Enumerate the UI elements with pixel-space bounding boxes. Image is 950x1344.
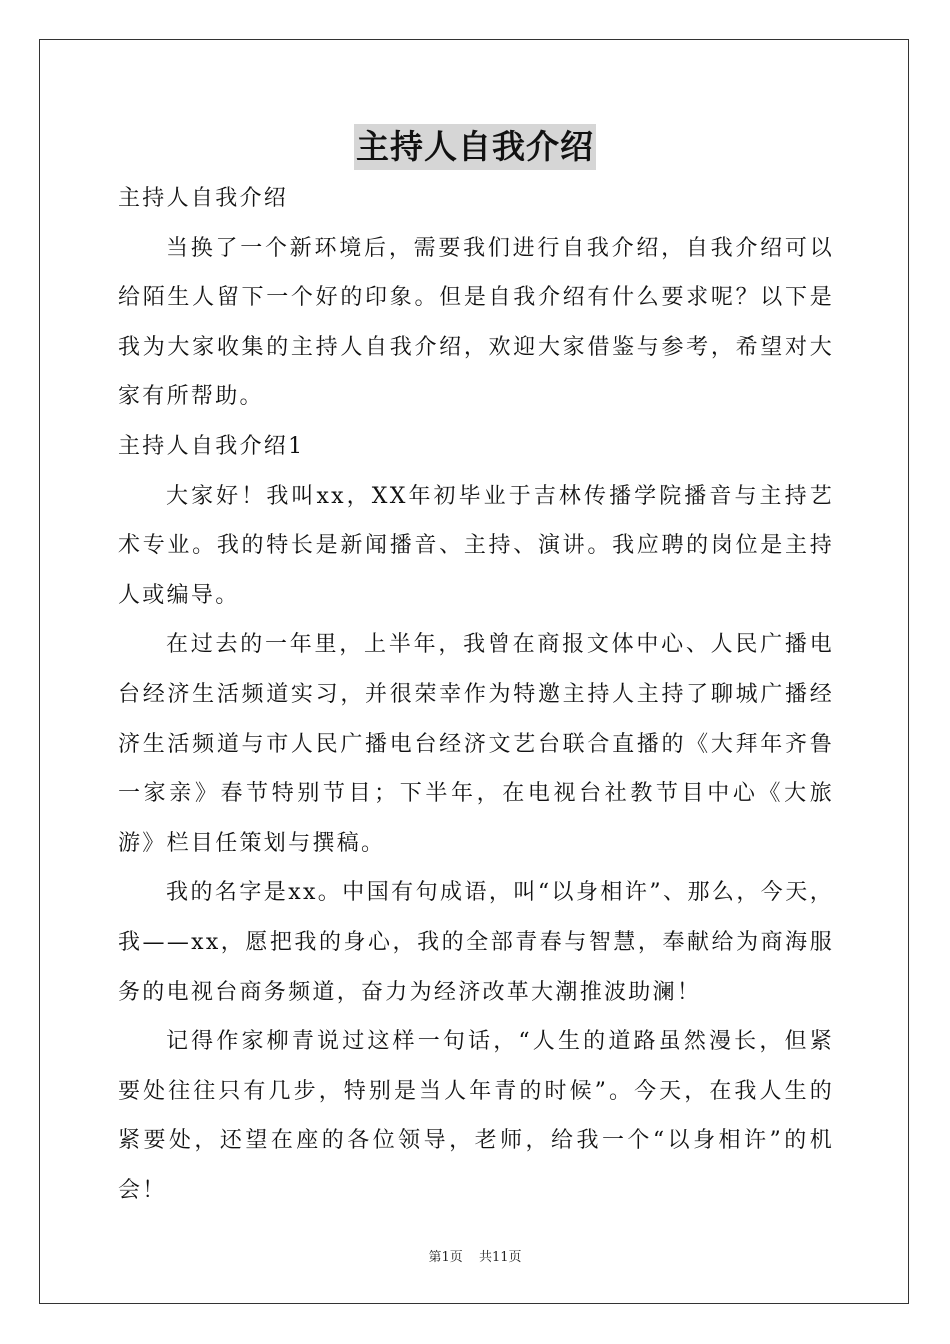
body-paragraph: 我的名字是xx。中国有句成语，叫“以身相许”、那么，今天，我——xx，愿把我的身心，我的全部青春与智慧，奉献给为商海服务的电视台商务频道，奋力为经济改革大潮推波助澜！ [118,880,834,1005]
page-footer [0,1246,950,1265]
body-paragraph: 大家好！我叫xx，XX年初毕业于吉林传播学院播音与主持艺术专业。我的特长是新闻播音、主持、演讲。我应聘的岗位是主持人或编导。 [118,483,834,608]
document-body [118,174,834,1215]
section-heading: 主持人自我介绍1 [118,433,305,459]
total-pages: 共11页 [478,1250,522,1265]
section-heading: 主持人自我介绍 [118,186,289,211]
title-container [0,124,950,170]
page-number: 第1页 [428,1250,463,1265]
body-paragraph: 当换了一个新环境后，需要我们进行自我介绍，自我介绍可以给陌生人留下一个好的印象。但是自我介绍有什么要求呢？以下是我为大家收集的主持人自我介绍，欢迎大家借鉴与参考，希望对大家有所帮助。 [118,235,834,410]
body-paragraph: 记得作家柳青说过这样一句话，“人生的道路虽然漫长，但紧要处往往只有几步，特别是当人年青的时候”。今天，在我人生的紧要处，还望在座的各位领导，老师，给我一个“以身相许”的机会！ [118,1029,834,1203]
document-title: 主持人自我介绍 [354,124,596,170]
body-paragraph: 在过去的一年里，上半年，我曾在商报文体中心、人民广播电台经济生活频道实习，并很荣幸作为特邀主持人主持了聊城广播经济生活频道与市人民广播电台经济文艺台联合直播的《大拜年齐鲁一家亲》春节特别节目；下半年，在电视台社教节目中心《大旅游》栏目任策划与撰稿。 [118,632,834,856]
